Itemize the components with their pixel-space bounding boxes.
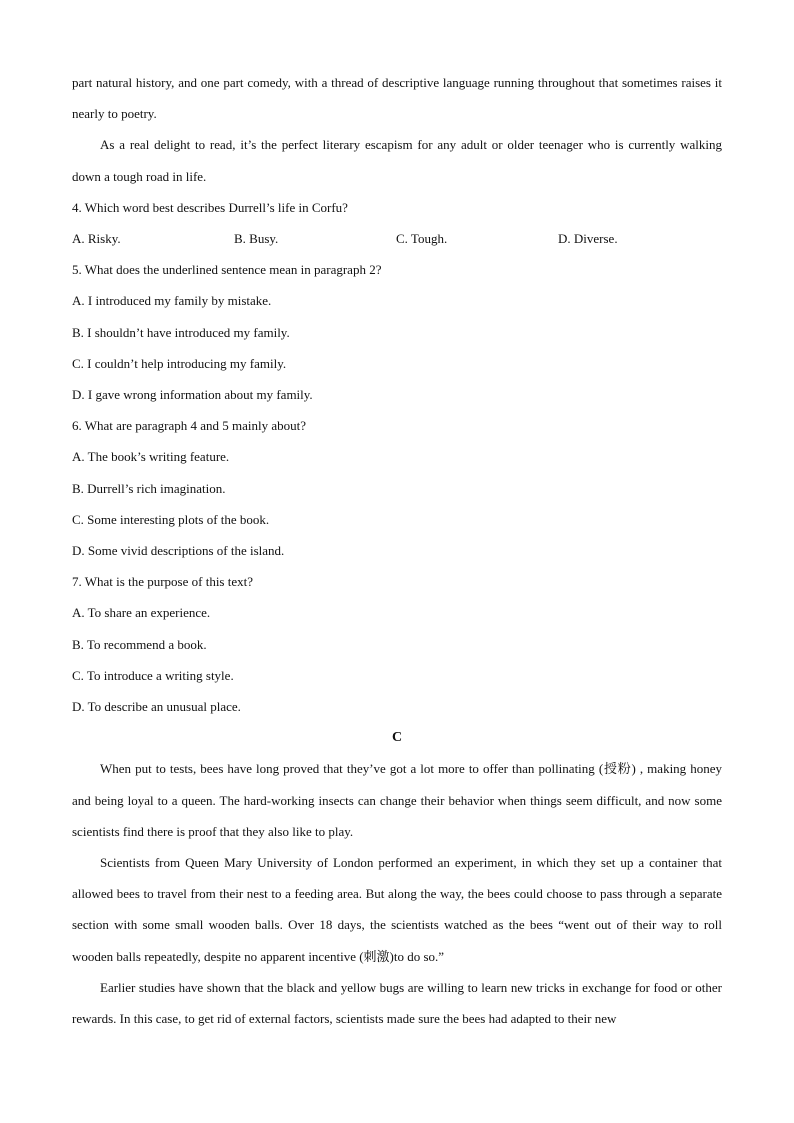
passage-c-paragraph: When put to tests, bees have long proved that they’ve got a lot more to offer than pollinating (授粉) , making honey and being loyal to a queen. The hard-working insects can change their behavior when things seem difficult, and now some scientists find there is proof that they also like to play. [72, 761, 722, 839]
option: C. To introduce a writing style. [72, 667, 234, 683]
option: C. Some interesting plots of the book. [72, 511, 270, 527]
passage-b-paragraph: As a real delight to read, it’s the perfect literary escapism for any adult or older teenager who is currently walking down a tough road in life. [72, 137, 722, 184]
option: B. Durrell’s rich imagination. [72, 480, 226, 496]
option: B. Busy. [234, 231, 279, 247]
option: D. I gave wrong information about my family. [72, 387, 313, 403]
option: A. Risky. [72, 231, 121, 247]
question-stem: 6. What are paragraph 4 and 5 mainly about? [72, 418, 307, 434]
option: D. Diverse. [558, 231, 618, 247]
question-stem: 5. What does the underlined sentence mean in paragraph 2? [72, 262, 382, 278]
document-page [72, 67, 722, 1034]
option: D. Some vivid descriptions of the island. [72, 543, 285, 559]
passage-c-paragraph: Earlier studies have shown that the black and yellow bugs are willing to learn new tricks in exchange for food or other rewards. In this case, to get rid of external factors, scientists made sure the bees had adapted to their new [72, 979, 722, 1027]
option: A. The book’s writing feature. [72, 449, 230, 465]
option: C. Tough. [396, 231, 448, 247]
passage-c-paragraph: Scientists from Queen Mary University of London performed an experiment, in which they set up a container that allowed bees to travel from their nest to a feeding area. But along the way, the bees could choose to pass through a separate section with some small wooden balls. Over 18 days, the scientists watched as the bees “went out of their way to roll wooden balls repeatedly, despite no apparent incentive (刺激)to do so.” [72, 855, 722, 964]
option: A. I introduced my family by mistake. [72, 293, 272, 309]
question-stem: 4. Which word best describes Durrell’s life in Corfu? [72, 199, 348, 215]
section-title: C [391, 730, 403, 746]
option: B. I shouldn’t have introduced my family. [72, 324, 290, 340]
passage-b-paragraph: part natural history, and one part comedy, with a thread of descriptive language running throughout that sometimes raises it nearly to poetry. [72, 75, 722, 122]
option: B. To recommend a book. [72, 636, 207, 652]
option: A. To share an experience. [72, 605, 211, 621]
option: C. I couldn’t help introducing my family. [72, 355, 287, 371]
question-stem: 7. What is the purpose of this text? [72, 574, 254, 590]
option: D. To describe an unusual place. [72, 699, 241, 715]
question-options-row [72, 223, 722, 254]
